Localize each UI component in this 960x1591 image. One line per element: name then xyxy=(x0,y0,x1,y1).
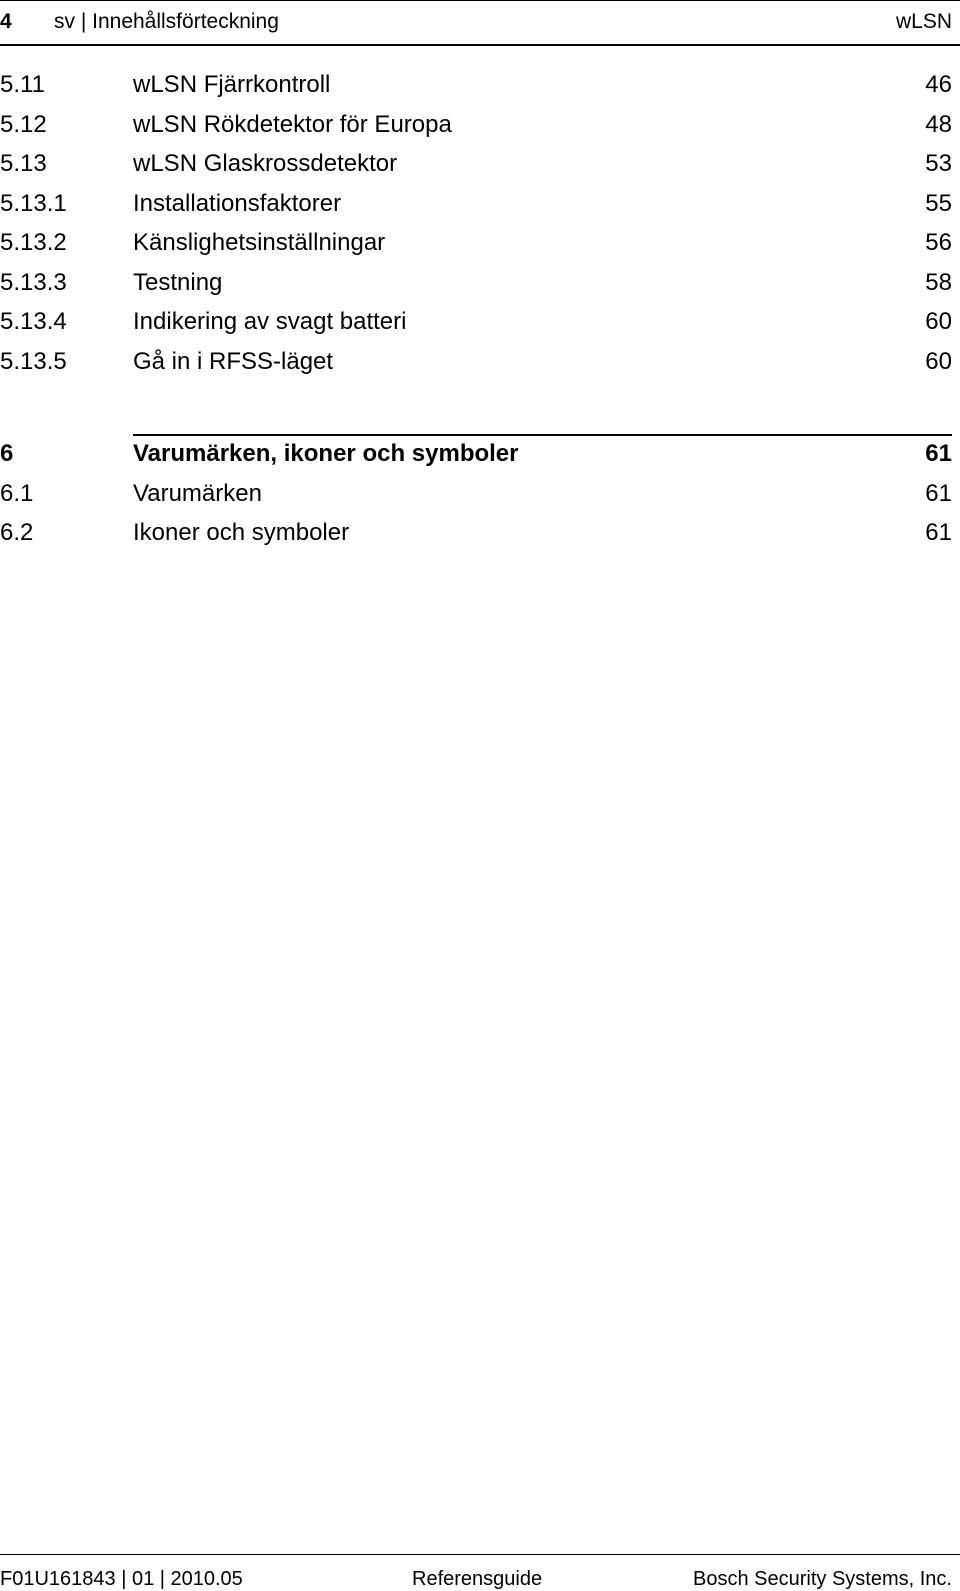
toc-entry-page: 55 xyxy=(925,189,952,217)
toc-entry-number: 5.13.3 xyxy=(0,268,67,296)
toc-entry-page: 58 xyxy=(925,268,952,296)
toc-entry-title: Känslighetsinställningar xyxy=(133,229,386,256)
footer-rule xyxy=(0,1554,960,1555)
toc-entry-number: 5.13.5 xyxy=(0,347,67,375)
page-footer xyxy=(0,1554,960,1591)
toc-chapter-title: Varumärken, ikoner och symboler xyxy=(133,440,519,467)
toc-entry-title: Testning xyxy=(133,268,223,296)
toc-chapter-page: 61 xyxy=(925,440,952,467)
toc-entry-title: Installationsfaktorer xyxy=(133,189,342,217)
toc-entry-page: 56 xyxy=(925,229,952,256)
toc-entry-page: 60 xyxy=(925,347,952,375)
header-top-rule xyxy=(0,0,960,1)
toc-entry-title: wLSN Rökdetektor för Europa xyxy=(133,110,452,138)
toc-entry-number: 6.1 xyxy=(0,479,34,507)
toc-entry-number: 5.13.1 xyxy=(0,189,67,217)
toc-entry-page: 46 xyxy=(925,71,952,98)
toc-entry-title: Ikoner och symboler xyxy=(133,519,350,546)
toc-entry[interactable] xyxy=(0,144,960,184)
toc-entry[interactable] xyxy=(0,65,960,105)
toc-entry-title: Gå in i RFSS-läget xyxy=(133,347,334,375)
toc-entry-title: wLSN Fjärrkontroll xyxy=(133,71,331,98)
toc-entry[interactable] xyxy=(0,302,960,342)
toc-entry-title: wLSN Glaskrossdetektor xyxy=(133,150,398,177)
toc-chapter-6 xyxy=(0,434,960,553)
toc-entry-page: 61 xyxy=(925,519,952,546)
toc-entry-title: Indikering av svagt batteri xyxy=(133,308,407,335)
toc-chapter-number: 6 xyxy=(0,440,14,467)
toc-entry[interactable] xyxy=(0,184,960,224)
toc-entry-number: 5.13.2 xyxy=(0,229,67,256)
toc-section-5 xyxy=(0,65,960,381)
toc-entry-page: 48 xyxy=(925,110,952,138)
header-section-title: sv | Innehållsförteckning xyxy=(54,10,279,33)
toc-entry-page: 60 xyxy=(925,308,952,335)
footer-document-id: F01U161843 | 01 | 2010.05 xyxy=(0,1568,243,1590)
toc-entry-page: 61 xyxy=(925,479,952,507)
toc-entry[interactable] xyxy=(0,105,960,145)
toc-entry-title: Varumärken xyxy=(133,479,262,507)
toc-entry-number: 5.11 xyxy=(0,71,45,98)
toc-entry[interactable] xyxy=(0,342,960,382)
toc-entry-number: 5.13 xyxy=(0,150,47,177)
toc-entry[interactable] xyxy=(0,513,960,553)
footer-publisher: Bosch Security Systems, Inc. xyxy=(693,1568,952,1590)
page-header xyxy=(0,0,960,46)
toc-entry-number: 6.2 xyxy=(0,519,34,546)
toc-entry[interactable] xyxy=(0,223,960,263)
header-bottom-rule xyxy=(0,44,960,46)
footer-document-type: Referensguide xyxy=(412,1568,543,1590)
toc-entry[interactable] xyxy=(0,263,960,303)
toc-entry-number: 5.12 xyxy=(0,110,47,138)
toc-chapter-heading[interactable] xyxy=(0,434,960,474)
header-document-name: wLSN xyxy=(895,10,952,33)
toc-entry[interactable] xyxy=(0,474,960,514)
toc-entry-number: 5.13.4 xyxy=(0,308,67,335)
header-page-number: 4 xyxy=(0,10,12,33)
toc-entry-page: 53 xyxy=(925,150,952,177)
